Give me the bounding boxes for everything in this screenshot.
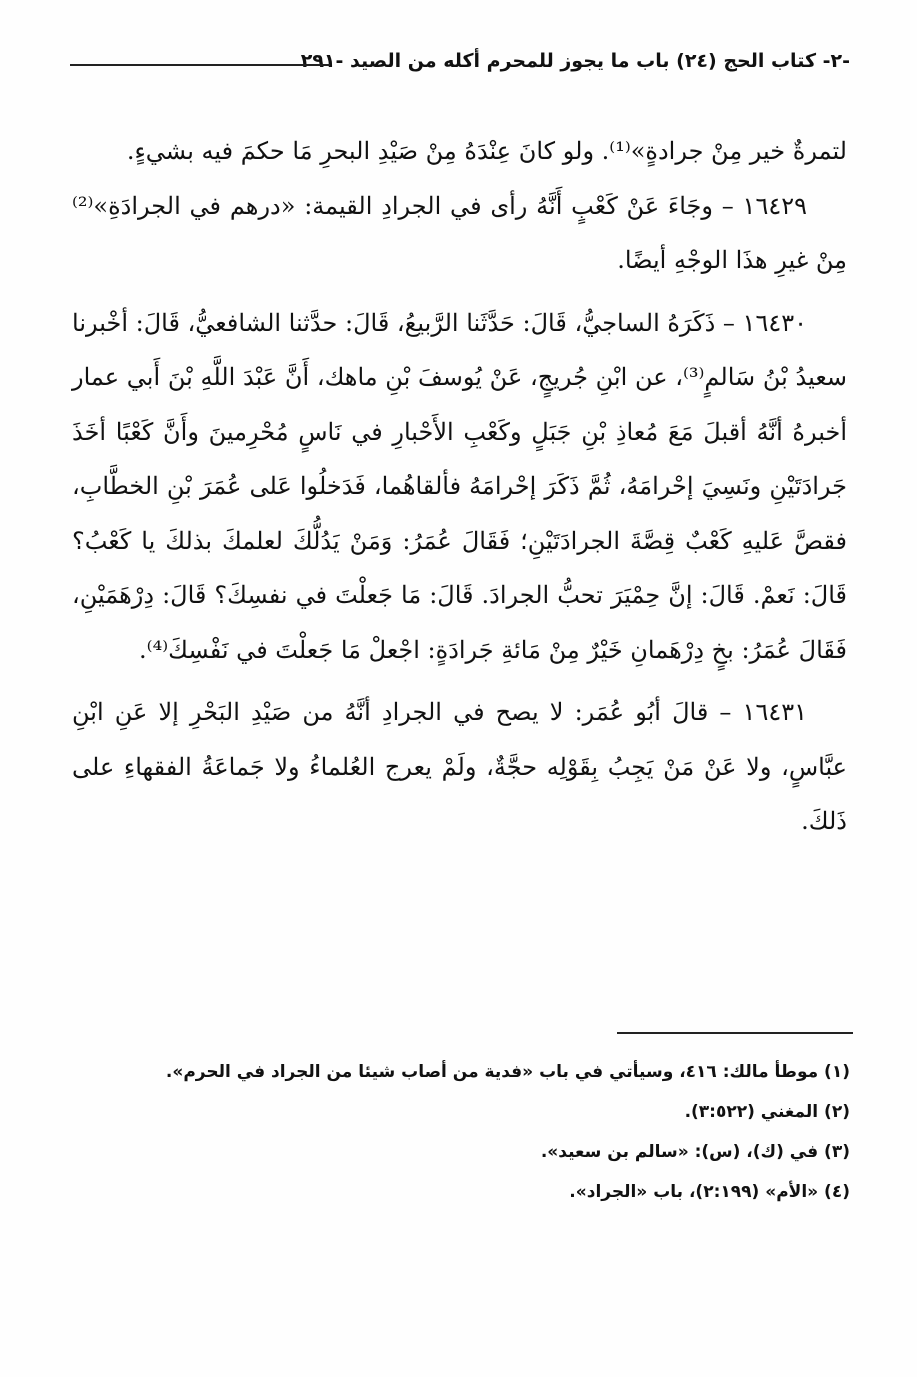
footnote-rule (617, 1032, 853, 1034)
header-rule (70, 64, 330, 66)
footnote-2: (٢) المغني (٣:٥٢٢). (684, 1102, 850, 1122)
paragraph-continuation: لتمرةٌ خير مِنْ جرادةٍ»⁽¹⁾. ولو كانَ عِنْدَهُ مِنْ صَيْدِ البحرِ مَا حكمَ فيه بشيءٍ. (126, 137, 847, 165)
paragraph-16430: ١٦٤٣٠ – ذَكَرَهُ الساجيُّ، قَالَ: حَدَّثَنا الرَّبيعُ، قَالَ: حدَّثنا الشافعيُّ، قَالَ: أخْبرنا سعيدُ بْنُ سَالمٍ⁽³⁾، عن ابْنِ جُريجٍ، عَنْ يُوسفَ بْنِ ماهك، أَنَّ عَبْدَ اللَّهِ بْنَ أَبي عمار أخبرهُ أنَّهُ أقبلَ مَعَ مُعاذِ بْنِ جَبَلٍ وكَعْبِ الأَحْبارِ في نَاسٍ مُحْرِمينَ وأَنَّ كَعْبًا أخَذَ جَرادَتَيْنِ ونَسِيَ إحْرامَهُ، ثُمَّ ذَكَرَ إحْرامَهُ فألقاهُما، فَدَخلُوا عَلى عُمَرَ بْنِ الخطَّابِ، فقصَّ عَليهِ كَعْبٌ قِصَّةَ الجرادَتَيْنِ؛ فَقَالَ عُمَرُ: وَمَنْ يَدُلُّكَ لعلمكَ بذلكَ يا كَعْبُ؟ قَالَ: نَعمْ. قَالَ: إنَّ حِمْيَرَ تحبُّ الجرادَ. قَالَ: مَا جَعلْتَ في نفسِكَ؟ قَالَ: دِرْهَمَيْنِ، فَقَالَ عُمَرُ: بخٍ دِرْهَمانِ خَيْرٌ مِنْ مَائةِ جَرادَةٍ: اجْعلْ مَا جَعلْتَ في نَفْسِكَ⁽⁴⁾. (72, 308, 848, 664)
paragraph-16429: ١٦٤٢٩ – وجَاءَ عَنْ كَعْبٍ أَنَّهُ رأى في الجرادِ القيمة: «درهم في الجرادَةِ»⁽²⁾ مِنْ غيرِ هذَا الوجْهِ أيضًا. (72, 191, 847, 274)
running-header (70, 48, 850, 88)
footnote-1: (١) موطأ مالك: ٤١٦، وسيأتي في باب «فدية من أصاب شيئا من الجراد في الحرم». (165, 1062, 850, 1082)
paragraph-16431: ١٦٤٣١ – قالَ أبُو عُمَر: لا يصح في الجرادِ أنَّهُ من صَيْدِ البَحْرِ إلا عَنِ ابْنِ عبَّاسٍ، ولا عَنْ مَنْ يَجِبُ بِقَوْلِه حجَّةٌ، ولَمْ يعرج العُلماءُ ولا جَماعَةُ الفقهاءِ على ذَلكَ. (72, 698, 848, 835)
footnote-4: (٤) «الأم» (٢:١٩٩)، باب «الجراد». (569, 1182, 850, 1202)
running-title: -٢- كتاب الحج (٢٤) باب ما يجوز للمحرم أكله من الصيد -٢٩١ (300, 50, 850, 72)
footnote-3: (٣) في (ك)، (س): «سالم بن سعيد». (540, 1142, 850, 1162)
footnotes (150, 1052, 850, 1212)
main-text (72, 124, 847, 849)
